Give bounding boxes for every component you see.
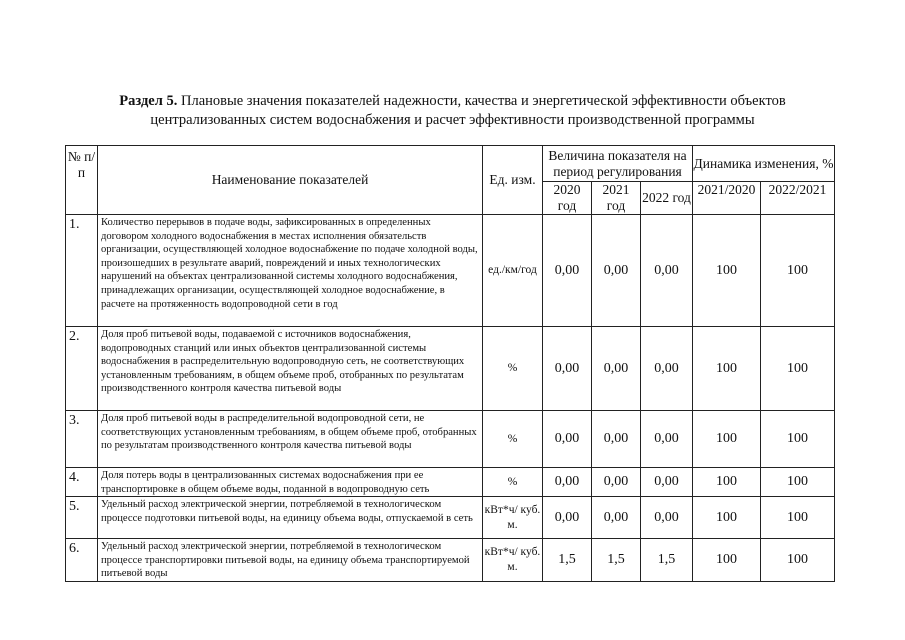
table-row (66, 327, 835, 411)
row-dyn-2: 100 (761, 539, 835, 582)
row-value-2020: 0,00 (543, 497, 592, 539)
row-name: Доля потерь воды в централизованных системах водоснабжения при ее транспортировке в общем объеме воды, поданной в водопроводную сеть (98, 468, 483, 497)
row-dyn-2: 100 (761, 411, 835, 468)
table-row (66, 539, 835, 582)
title-line-1: Плановые значения показателей надежности, качества и энергетической эффективности объектов (177, 93, 786, 109)
row-dyn-2: 100 (761, 327, 835, 411)
row-num: 2. (66, 327, 98, 411)
header-year-2021: 2021 год (592, 182, 641, 215)
row-dyn-1: 100 (693, 539, 761, 582)
table-row (66, 411, 835, 468)
row-name: Количество перерывов в подаче воды, зафиксированных в определенных договором холодного водоснабжения в местах исполнения обязательств организации, осуществляющей холодное водоснабжение по подаче холодной воды, произошедших в результате аварий, повреждений и иных технологических нарушений на объектах централизованной системы холодного водоснабжения, принадлежащих организации, осуществляющей холодное водоснабжение, в расчете на протяженность водопроводной сети в год (98, 215, 483, 327)
header-dyn-2021-2020: 2021/2020 (693, 182, 761, 215)
row-dyn-1: 100 (693, 468, 761, 497)
row-name: Удельный расход электрической энергии, потребляемой в технологическом процессе транспортировки питьевой воды, на единицу объема транспортируемой питьевой воды (98, 539, 483, 582)
row-dyn-1: 100 (693, 411, 761, 468)
row-value-2022: 0,00 (641, 215, 693, 327)
row-num: 5. (66, 497, 98, 539)
row-num: 1. (66, 215, 98, 327)
header-dyn-2022-2021: 2022/2021 (761, 182, 835, 215)
section-title (40, 92, 865, 130)
row-unit: кВт*ч/ куб. м. (483, 497, 543, 539)
row-dyn-2: 100 (761, 215, 835, 327)
row-name: Удельный расход электрической энергии, потребляемой в технологическом процессе подготовки питьевой воды, на единицу объема воды, отпускаемой в сеть (98, 497, 483, 539)
row-unit: % (483, 468, 543, 497)
table-row (66, 215, 835, 327)
row-value-2020: 0,00 (543, 327, 592, 411)
row-dyn-1: 100 (693, 327, 761, 411)
row-value-2021: 1,5 (592, 539, 641, 582)
row-dyn-2: 100 (761, 468, 835, 497)
row-value-2022: 0,00 (641, 497, 693, 539)
row-value-2021: 0,00 (592, 327, 641, 411)
row-value-2021: 0,00 (592, 411, 641, 468)
header-unit: Ед. изм. (483, 146, 543, 215)
header-dynamics: Динамика изменения, % (693, 146, 835, 182)
section-label: Раздел 5. (119, 93, 178, 109)
row-value-2020: 0,00 (543, 215, 592, 327)
header-period: Величина показателя на период регулирования (543, 146, 693, 182)
row-unit: ед./км/год (483, 215, 543, 327)
row-value-2022: 0,00 (641, 411, 693, 468)
row-dyn-1: 100 (693, 497, 761, 539)
header-name: Наименование показателей (98, 146, 483, 215)
row-num: 6. (66, 539, 98, 582)
row-unit: кВт*ч/ куб. м. (483, 539, 543, 582)
table-row (66, 497, 835, 539)
row-num: 4. (66, 468, 98, 497)
header-year-2022: 2022 год (641, 182, 693, 215)
row-value-2020: 0,00 (543, 411, 592, 468)
row-value-2020: 0,00 (543, 468, 592, 497)
row-unit: % (483, 327, 543, 411)
title-line-2: централизованных систем водоснабжения и расчет эффективности производственной программы (150, 112, 755, 128)
row-value-2020: 1,5 (543, 539, 592, 582)
row-name: Доля проб питьевой воды в распределительной водопроводной сети, не соответствующих установленным требованиям, в общем объеме проб, отобранных по результатам производственного контроля качества питьевой воды (98, 411, 483, 468)
row-unit: % (483, 411, 543, 468)
row-value-2022: 0,00 (641, 468, 693, 497)
row-name: Доля проб питьевой воды, подаваемой с источников водоснабжения, водопроводных станций или иных объектов централизованной системы водоснабжения в распределительную водопроводную сеть, не соответствующих установленным требованиям, в общем объеме проб, отобранных по результатам производственного контроля качества питьевой воды (98, 327, 483, 411)
row-value-2021: 0,00 (592, 468, 641, 497)
header-num: № п/п (66, 146, 98, 215)
row-dyn-1: 100 (693, 215, 761, 327)
indicators-table (65, 145, 835, 582)
table-row (66, 468, 835, 497)
row-value-2022: 1,5 (641, 539, 693, 582)
row-value-2021: 0,00 (592, 215, 641, 327)
header-year-2020: 2020 год (543, 182, 592, 215)
row-dyn-2: 100 (761, 497, 835, 539)
row-value-2021: 0,00 (592, 497, 641, 539)
row-value-2022: 0,00 (641, 327, 693, 411)
row-num: 3. (66, 411, 98, 468)
